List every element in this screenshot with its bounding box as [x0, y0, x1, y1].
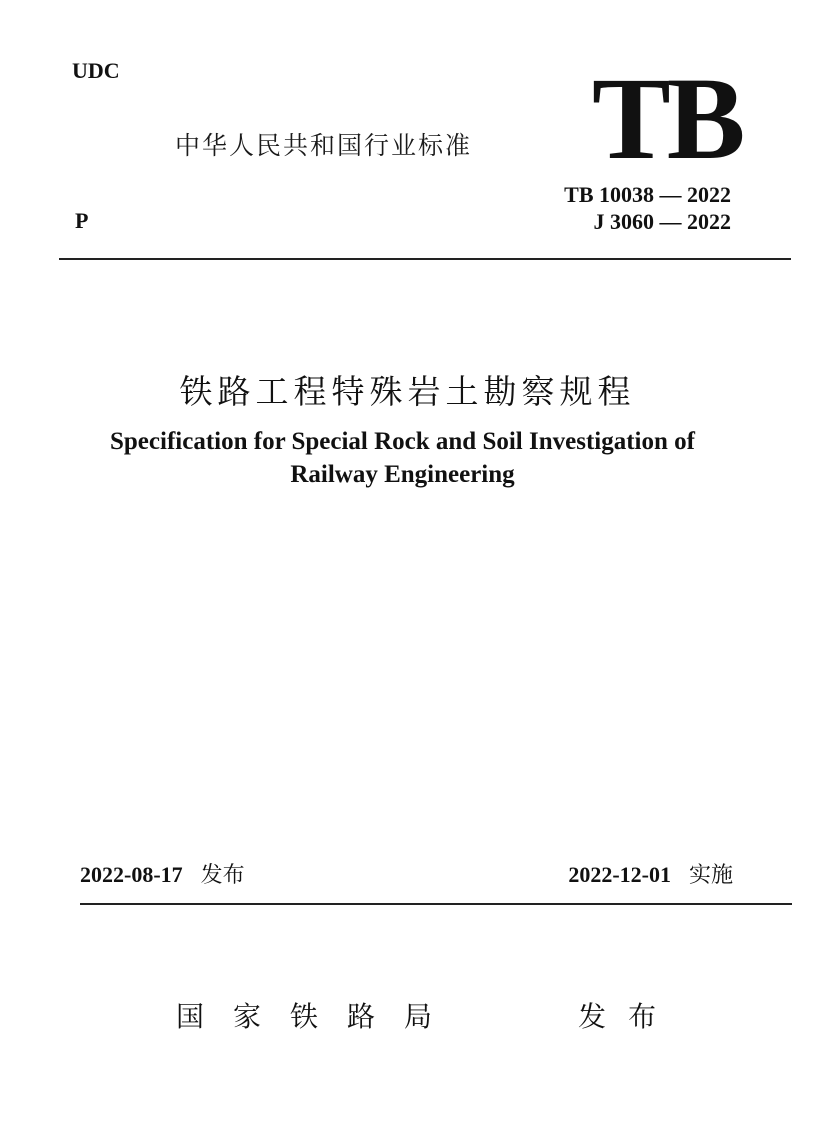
issue-date-block	[80, 858, 245, 889]
effective-date: 2022-12-01	[568, 862, 671, 887]
effective-label: 实施	[688, 863, 733, 888]
english-title-line-1: Specification for Special Rock and Soil Investigation of	[110, 428, 695, 455]
udc-label: UDC	[72, 58, 120, 83]
classification-code: P	[75, 208, 89, 233]
publish-label: 发布	[578, 1000, 679, 1033]
date-divider	[80, 903, 792, 905]
document-title-english	[40, 425, 765, 491]
issue-date: 2022-08-17	[80, 862, 183, 887]
standard-logo: TB	[592, 53, 742, 184]
document-title-chinese: 铁路工程特殊岩土勘察规程	[179, 372, 636, 411]
standard-numbers	[564, 181, 731, 235]
standard-number: TB 10038 — 2022	[564, 182, 731, 207]
header-divider	[59, 258, 791, 260]
record-number: J 3060 — 2022	[593, 209, 731, 234]
english-title-line-2: Railway Engineering	[290, 461, 515, 488]
effective-date-block	[568, 858, 733, 889]
industry-standard-heading: 中华人民共和国行业标准	[175, 131, 473, 160]
publisher-name: 国家铁路局	[176, 1000, 462, 1033]
issue-label: 发布	[200, 863, 245, 888]
